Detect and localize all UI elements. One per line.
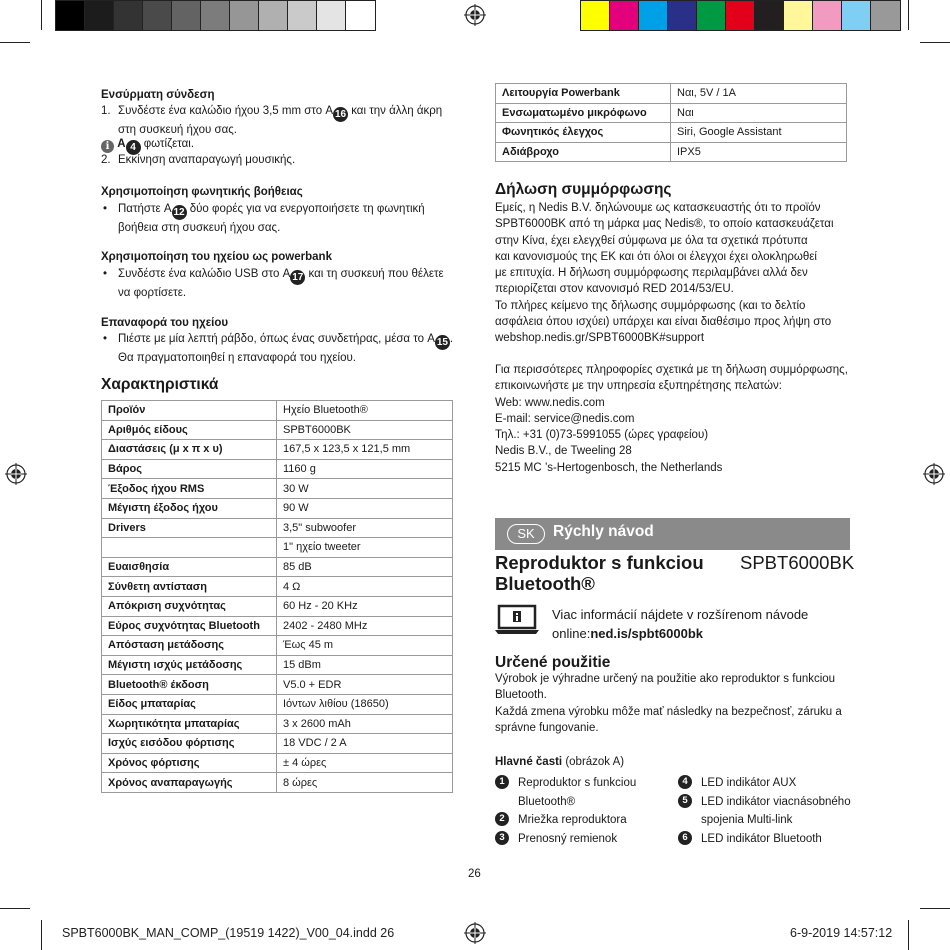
- part-label: LED indikátor AUX: [701, 777, 797, 789]
- powerbank-heading: Χρησιμοποίηση του ηχείου ως powerbank: [101, 251, 332, 263]
- spec-value: Ναι, 5V / 1A: [671, 84, 847, 104]
- intended-use-line: Bluetooth.: [495, 689, 547, 702]
- color-swatch: [259, 1, 288, 30]
- crop-mark: [41, 0, 42, 30]
- section-title: Rýchly návod: [553, 523, 654, 540]
- item-text: βοήθεια στη συσκευή ήχου σας.: [118, 222, 281, 234]
- product-title-line: Reproduktor s funkciou: [495, 552, 704, 573]
- spec-value: 1" ηχείο tweeter: [277, 538, 453, 558]
- spec-label: Bluetooth® έκδοση: [102, 675, 277, 695]
- spec-row: [496, 142, 847, 162]
- spec-value: Ιόντων λιθίου (18650): [277, 694, 453, 714]
- powerbank-item: [101, 266, 461, 302]
- item-text: Συνδέστε ένα καλώδιο USB στο A: [118, 268, 291, 280]
- spec-value: 30 W: [277, 479, 453, 499]
- spec-row: [102, 557, 453, 577]
- spec-value: 4 Ω: [277, 577, 453, 597]
- item-text: .: [449, 333, 454, 345]
- bullet: •: [103, 203, 108, 215]
- conformity-line: webshop.nedis.gr/SPBT6000BK#support: [495, 332, 705, 345]
- spec-label: Χωρητικότητα μπαταρίας: [102, 714, 277, 734]
- crop-mark: [0, 42, 30, 43]
- spec-row: [102, 518, 453, 538]
- part-number-badge: 6: [678, 831, 692, 845]
- cmyk-color-bar: [580, 0, 901, 31]
- spec-value: 85 dB: [277, 557, 453, 577]
- color-swatch: [639, 1, 668, 30]
- features-table: [101, 400, 453, 793]
- spec-label: Χρόνος αναπαραγωγής: [102, 773, 277, 793]
- spec-label: Ενσωματωμένο μικρόφωνο: [496, 103, 671, 123]
- color-swatch: [346, 1, 375, 30]
- spec-label: Αριθμός είδους: [102, 420, 277, 440]
- part-number-badge: 3: [495, 831, 509, 845]
- intended-use-line: správne fungovanie.: [495, 721, 599, 734]
- spec-label: Μέγιστη έξοδος ήχου: [102, 498, 277, 518]
- color-swatch: [784, 1, 813, 30]
- crop-mark: [0, 908, 30, 909]
- wired-step-1: [101, 103, 461, 139]
- conformity-line: περιορίζεται στον κανονισμό RED 2014/53/EU.: [495, 283, 734, 296]
- spec-row: [496, 103, 847, 123]
- part-badge: 4: [126, 140, 141, 155]
- main-parts-suffix: (obrázok A): [562, 756, 625, 768]
- part-label: Prenosný remienok: [518, 832, 618, 845]
- laptop-manual-icon: [495, 604, 539, 636]
- color-swatch: [871, 1, 900, 30]
- item-text: να φορτίσετε.: [118, 287, 187, 299]
- spec-value: 15 dBm: [277, 655, 453, 675]
- contact-line: Για περισσότερες πληροφορίες σχετικά με τη δήλωση συμμόρφωσης,: [495, 364, 848, 376]
- conformity-line: με επιτυχία. Η δήλωση συμμόρφωσης περιλαμβάνει αλλά δεν: [495, 267, 808, 280]
- crop-mark: [908, 920, 909, 950]
- spec-label: Φωνητικός έλεγχος: [496, 123, 671, 143]
- voice-assistant-item: [101, 201, 461, 237]
- conformity-line: SPBT6000BK από τη μάρκα μας Nedis®, το οποίο κατασκευάζεται: [495, 218, 834, 231]
- spec-row: [496, 84, 847, 104]
- spec-label: Ισχύς εισόδου φόρτισης: [102, 734, 277, 754]
- spec-row: [102, 401, 453, 421]
- step-number: 1.: [101, 105, 111, 117]
- spec-row: [102, 753, 453, 773]
- crop-mark: [920, 42, 950, 43]
- spec-label: Drivers: [102, 518, 277, 538]
- contact-line: Web: www.nedis.com: [495, 396, 605, 409]
- info-icon: i: [101, 140, 114, 153]
- step-number: 2.: [101, 154, 111, 166]
- spec-value: 167,5 x 123,5 x 121,5 mm: [277, 440, 453, 460]
- contact-line: 5215 MC ’s-Hertogenbosch, the Netherlands: [495, 461, 723, 474]
- spec-value: Ηχείο Bluetooth®: [277, 401, 453, 421]
- spec-row: [102, 734, 453, 754]
- spec-label: Βάρος: [102, 459, 277, 479]
- grayscale-color-bar: [55, 0, 376, 31]
- manual-info-line: Viac informácií nájdete v rozšírenom návode: [552, 607, 809, 622]
- part-label: Mriežka reproduktora: [518, 814, 627, 826]
- color-swatch: [317, 1, 346, 30]
- part-label: LED indikátor Bluetooth: [701, 832, 822, 845]
- step-text: και την άλλη άκρη: [348, 105, 443, 117]
- conformity-line: ασφάλεια όπου ισχύει) υπάρχει και είναι διαθέσιμο προς λήψη στο: [495, 316, 832, 329]
- color-swatch: [697, 1, 726, 30]
- spec-label: Απόκριση συχνότητας: [102, 596, 277, 616]
- spec-label: Απόσταση μετάδοσης: [102, 636, 277, 656]
- step-text: στη συσκευή ήχου σας.: [118, 124, 237, 136]
- product-title: [495, 552, 704, 594]
- conformity-text: [495, 200, 855, 347]
- spec-label: Ευαισθησία: [102, 557, 277, 577]
- color-swatch: [813, 1, 842, 30]
- crop-mark: [41, 920, 42, 950]
- main-parts-title: Hlavné časti: [495, 756, 563, 768]
- product-code: SPBT6000BK: [740, 552, 855, 573]
- color-swatch: [726, 1, 755, 30]
- language-section-bar: [495, 518, 850, 550]
- color-swatch: [755, 1, 784, 30]
- spec-row: [102, 459, 453, 479]
- manual-info: [552, 605, 808, 643]
- color-swatch: [85, 1, 114, 30]
- spec-value: Siri, Google Assistant: [671, 123, 847, 143]
- conformity-line: Το πλήρες κείμενο της δήλωσης συμμόρφωσης (και το δελτίο: [495, 299, 806, 312]
- contact-line: E-mail: service@nedis.com: [495, 412, 635, 425]
- color-swatch: [668, 1, 697, 30]
- registration-mark-icon: [464, 4, 486, 26]
- part-number-badge: 2: [495, 812, 509, 826]
- part-label: spojenia Multi-link: [701, 814, 793, 826]
- part-item: [495, 830, 675, 849]
- spec-row: [102, 773, 453, 793]
- footer-filename: SPBT6000BK_MAN_COMP_(19519 1422)_V00_04.indd 26: [62, 926, 395, 940]
- spec-value: 3,5" subwoofer: [277, 518, 453, 538]
- color-swatch: [56, 1, 85, 30]
- spec-row: [102, 420, 453, 440]
- spec-row: [102, 655, 453, 675]
- spec-row: [102, 440, 453, 460]
- spec-row: [102, 577, 453, 597]
- spec-value: IPX5: [671, 142, 847, 162]
- spec-row: [102, 675, 453, 695]
- color-swatch: [581, 1, 610, 30]
- part-number-badge: 5: [678, 794, 692, 808]
- spec-value: 2402 - 2480 MHz: [277, 616, 453, 636]
- intended-use-text: [495, 671, 855, 736]
- part-badge: 16: [334, 109, 347, 120]
- contact-line: Nedis B.V., de Tweeling 28: [495, 445, 632, 458]
- conformity-title: Δήλωση συμμόρφωσης: [495, 181, 672, 198]
- spec-label: Έξοδος ήχου RMS: [102, 479, 277, 499]
- spec-value: 18 VDC / 2 A: [277, 734, 453, 754]
- parts-list-right: [678, 774, 858, 848]
- step-text: Εκκίνηση αναπαραγωγή μουσικής.: [118, 154, 296, 166]
- part-item: [678, 774, 858, 793]
- part-badge: 12: [173, 207, 185, 218]
- product-title-line: Bluetooth®: [495, 573, 595, 594]
- contact-text: [495, 362, 855, 476]
- step-text: Συνδέστε ένα καλώδιο ήχου 3,5 mm στο A: [118, 105, 333, 117]
- voice-assistant-heading: Χρησιμοποίηση φωνητικής βοήθειας: [101, 186, 303, 198]
- item-text: Πιέστε με μία λεπτή ράβδο, όπως ένας συνδετήρας, μέσα το A: [118, 333, 435, 345]
- spec-label: Λειτουργία Powerbank: [496, 84, 671, 104]
- spec-row: [102, 538, 453, 558]
- spec-value: SPBT6000BK: [277, 420, 453, 440]
- part-item: [678, 830, 858, 849]
- spec-value: 8 ώρες: [277, 773, 453, 793]
- spec-label: Διαστάσεις (μ x π x υ): [102, 440, 277, 460]
- reset-item: [101, 331, 461, 367]
- wired-connection-heading: Ενσύρματη σύνδεση: [101, 89, 215, 101]
- spec-label: Προϊόν: [102, 401, 277, 421]
- part-label: Reproduktor s funkciou: [518, 777, 637, 789]
- color-swatch: [842, 1, 871, 30]
- spec-label: Μέγιστη ισχύς μετάδοσης: [102, 655, 277, 675]
- spec-value: 90 W: [277, 498, 453, 518]
- spec-row: [102, 498, 453, 518]
- spec-row: [496, 123, 847, 143]
- spec-label: [102, 538, 277, 558]
- color-swatch: [288, 1, 317, 30]
- part-label: Bluetooth®: [518, 795, 576, 808]
- part-label: LED indikátor viacnásobného: [701, 795, 851, 808]
- language-code-badge: SK: [507, 524, 545, 544]
- color-swatch: [172, 1, 201, 30]
- registration-mark-icon: [923, 463, 945, 485]
- color-swatch: [201, 1, 230, 30]
- item-text: Πατήστε A: [118, 203, 172, 215]
- intended-use-line: Každá zmena výrobku môže mať následky na bezpečnosť, záruku a: [495, 705, 842, 718]
- spec-label: Εύρος συχνότητας Bluetooth: [102, 616, 277, 636]
- spec-row: [102, 479, 453, 499]
- color-swatch: [143, 1, 172, 30]
- color-swatch: [610, 1, 639, 30]
- part-item: [495, 811, 675, 830]
- main-parts-heading: [495, 754, 624, 771]
- spec-value: 1160 g: [277, 459, 453, 479]
- spec-label: Είδος μπαταρίας: [102, 694, 277, 714]
- bullet: •: [103, 268, 108, 280]
- features-title: Χαρακτηριστικά: [101, 376, 219, 393]
- spec-row: [102, 694, 453, 714]
- spec-row: [102, 636, 453, 656]
- features-table-continued: [495, 83, 847, 162]
- crop-mark: [920, 908, 950, 909]
- registration-mark-icon: [464, 922, 486, 944]
- contact-line: Τηλ.: +31 (0)73-5991055 (ώρες γραφείου): [495, 429, 709, 442]
- wired-step-2: [101, 152, 295, 169]
- part-badge: 15: [436, 337, 448, 348]
- manual-link[interactable]: ned.is/spbt6000bk: [590, 626, 704, 641]
- registration-mark-icon: [5, 463, 27, 485]
- spec-value: Έως 45 m: [277, 636, 453, 656]
- part-item: [678, 793, 858, 830]
- spec-row: [102, 714, 453, 734]
- part-badge: 17: [292, 272, 304, 283]
- crop-mark: [908, 0, 909, 30]
- item-text: Θα πραγματοποιηθεί η επαναφορά του ηχείου.: [118, 352, 356, 364]
- spec-value: 60 Hz - 20 KHz: [277, 596, 453, 616]
- intended-use-line: Výrobok je výhradne určený na použitie ako reproduktor s funkciou: [495, 673, 836, 685]
- spec-label: Σύνθετη αντίσταση: [102, 577, 277, 597]
- color-swatch: [230, 1, 259, 30]
- conformity-line: και κανονισμούς της ΕΚ και ότι όλοι οι έλεγχοι έχει ολοκληρωθεί: [495, 250, 817, 263]
- spec-row: [102, 596, 453, 616]
- part-ref: A: [117, 138, 126, 150]
- spec-label: Χρόνος φόρτισης: [102, 753, 277, 773]
- spec-value: Ναι: [671, 103, 847, 123]
- manual-info-prefix: online:: [552, 626, 591, 641]
- spec-row: [102, 616, 453, 636]
- spec-value: V5.0 + EDR: [277, 675, 453, 695]
- part-number-badge: 1: [495, 775, 509, 789]
- color-swatch: [114, 1, 143, 30]
- spec-label: Αδιάβροχο: [496, 142, 671, 162]
- part-item: [495, 774, 675, 811]
- intended-use-title: Určené použitie: [495, 654, 611, 671]
- conformity-line: Εμείς, η Nedis B.V. δηλώνουμε ως κατασκευαστής ότι το προϊόν: [495, 202, 821, 214]
- spec-value: 3 x 2600 mAh: [277, 714, 453, 734]
- reset-heading: Επαναφορά του ηχείου: [101, 317, 229, 329]
- bullet: •: [103, 333, 108, 345]
- contact-line: επικοινωνήστε με την υπηρεσία εξυπηρέτησης πελατών:: [495, 380, 782, 393]
- item-text: δύο φορές για να ενεργοποιήσετε τη φωνητική: [186, 203, 425, 215]
- page-number: 26: [468, 868, 481, 880]
- note-text: φωτίζεται.: [140, 138, 195, 150]
- spec-value: ± 4 ώρες: [277, 753, 453, 773]
- item-text: και τη συσκευή που θέλετε: [305, 268, 444, 280]
- footer-date: 6-9-2019 14:57:12: [790, 926, 893, 940]
- part-number-badge: 4: [678, 775, 692, 789]
- conformity-line: στην Κίνα, έχει ελεγχθεί σύμφωνα με όλα τα σχετικά πρότυπα: [495, 234, 808, 247]
- parts-list-left: [495, 774, 675, 848]
